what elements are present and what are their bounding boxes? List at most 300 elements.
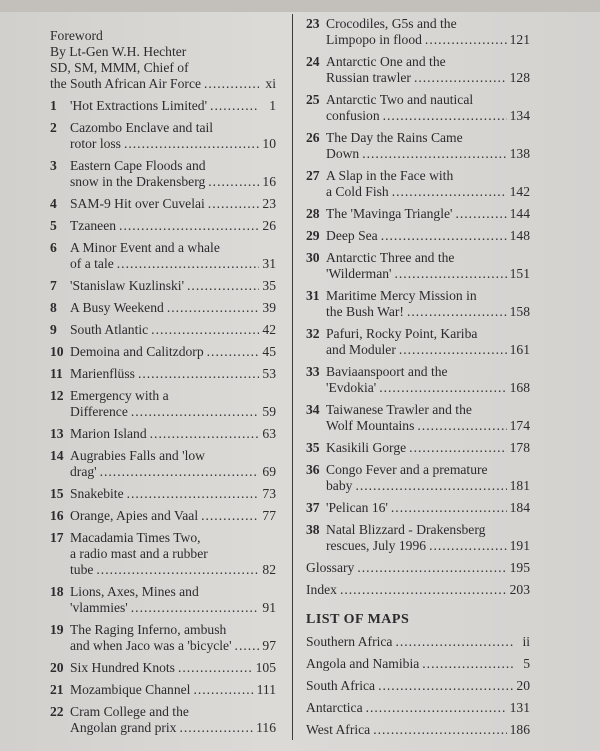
chapter-number: 13	[50, 426, 64, 441]
chapter-title-line: The Raging Inferno, ambush	[70, 622, 227, 637]
chapter-title	[326, 326, 530, 358]
chapter-title	[326, 228, 530, 244]
dot-leader	[124, 136, 259, 152]
chapter-title-last-line	[326, 538, 530, 554]
toc-entry	[50, 622, 276, 654]
foreword-page-number: xi	[265, 76, 276, 91]
chapter-title-line: A Minor Event and a whale	[70, 240, 220, 255]
chapter-title-end: Difference	[70, 404, 128, 419]
chapter-title-end: Wolf Mountains	[326, 418, 415, 433]
chapter-number: 35	[306, 440, 320, 455]
chapter-page-number: 142	[509, 184, 530, 199]
back-matter-entry-title: Index	[306, 582, 337, 597]
map-entry-page-number: 5	[523, 656, 530, 671]
left-chapter-list	[50, 98, 276, 736]
chapter-page-number: 39	[262, 300, 276, 315]
chapter-title	[70, 530, 276, 578]
dot-leader	[391, 500, 507, 516]
chapter-page-number: 23	[262, 196, 276, 211]
toc-entry	[50, 366, 276, 382]
chapter-title-line: Eastern Cape Floods and	[70, 158, 206, 173]
chapter-title-last-line	[326, 440, 530, 456]
chapter-title-last-line	[326, 418, 530, 434]
chapter-title-line: Congo Fever and a premature	[326, 462, 488, 477]
dot-leader	[407, 304, 507, 320]
chapter-page-number: 45	[262, 344, 276, 359]
chapter-title-last-line	[70, 464, 276, 480]
chapter-page-number: 1	[269, 98, 276, 113]
chapter-title-last-line	[70, 600, 276, 616]
toc-entry	[50, 508, 276, 524]
dot-leader	[409, 440, 506, 456]
chapter-number: 3	[50, 158, 57, 173]
dot-leader	[381, 228, 507, 244]
chapter-page-number: 97	[262, 638, 276, 653]
chapter-title-last-line	[70, 174, 276, 190]
chapter-title	[70, 704, 276, 736]
chapter-title	[70, 682, 276, 698]
chapter-title-line: Cazombo Enclave and tail	[70, 120, 214, 135]
chapter-title	[326, 364, 530, 396]
toc-entry	[50, 158, 276, 190]
chapter-title-end: 'Evdokia'	[326, 380, 377, 395]
toc-entry	[306, 440, 530, 456]
chapter-number: 28	[306, 206, 320, 221]
chapter-title-last-line	[326, 184, 530, 200]
chapter-title-last-line	[70, 256, 276, 272]
chapter-page-number: 191	[509, 538, 530, 553]
chapter-title-last-line	[70, 486, 276, 502]
dot-leader	[414, 70, 507, 86]
chapter-page-number: 77	[262, 508, 276, 523]
dot-leader	[138, 366, 259, 382]
chapter-title-end: Marion Island	[70, 426, 147, 441]
chapter-number: 11	[50, 366, 63, 381]
chapter-title-last-line	[326, 206, 530, 222]
chapter-page-number: 174	[509, 418, 530, 433]
map-entry	[306, 722, 530, 738]
chapter-number: 7	[50, 278, 57, 293]
chapter-title	[326, 500, 530, 516]
chapter-title-end: The 'Mavinga Triangle'	[326, 206, 453, 221]
chapter-page-number: 148	[509, 228, 530, 243]
chapter-number: 18	[50, 584, 64, 599]
chapter-title	[70, 660, 276, 676]
chapter-title-last-line	[326, 500, 530, 516]
dot-leader	[178, 660, 253, 676]
chapter-title-line: Antarctic One and the	[326, 54, 446, 69]
chapter-page-number: 128	[509, 70, 530, 85]
toc-entry	[306, 130, 530, 162]
chapter-page-number: 121	[509, 32, 530, 47]
chapter-title-line: Augrabies Falls and 'low	[70, 448, 205, 463]
chapter-title-line: Crocodiles, G5s and the	[326, 16, 457, 31]
toc-entry	[306, 288, 530, 320]
dot-leader	[127, 486, 259, 502]
chapter-page-number: 59	[262, 404, 276, 419]
toc-entry	[50, 196, 276, 212]
chapter-title-last-line	[70, 660, 276, 676]
chapter-title	[70, 158, 276, 190]
foreword-entry	[50, 28, 276, 92]
chapter-title	[70, 196, 276, 212]
right-chapter-list	[306, 16, 530, 554]
chapter-title-end: Six Hundred Knots	[70, 660, 175, 675]
chapter-title-last-line	[326, 228, 530, 244]
chapter-number: 1	[50, 98, 57, 113]
toc-entry	[306, 402, 530, 434]
chapter-title-end: and Moduler	[326, 342, 396, 357]
dot-leader	[150, 426, 259, 442]
chapter-page-number: 42	[262, 322, 276, 337]
chapter-title	[326, 250, 530, 282]
toc-entry	[50, 300, 276, 316]
dot-leader	[119, 218, 259, 234]
chapter-title-last-line	[70, 278, 276, 294]
chapter-title-line: a radio mast and a rubber	[70, 546, 208, 561]
chapter-title-last-line	[326, 266, 530, 282]
map-entry-title: Antarctica	[306, 700, 363, 715]
dot-leader	[131, 404, 259, 420]
toc-entry	[306, 522, 530, 554]
chapter-title-last-line	[70, 508, 276, 524]
toc-entry	[50, 344, 276, 360]
toc-entry	[306, 228, 530, 244]
toc-entry	[306, 500, 530, 516]
dot-leader	[395, 266, 507, 282]
dot-leader	[151, 322, 259, 338]
maps-heading: LIST OF MAPS	[306, 612, 410, 627]
dot-leader	[117, 256, 259, 272]
map-entry-page-number: 186	[509, 722, 530, 737]
chapter-page-number: 35	[262, 278, 276, 293]
chapter-title-end: Kasikili Gorge	[326, 440, 407, 455]
dot-leader	[455, 206, 506, 222]
chapter-page-number: 63	[262, 426, 276, 441]
toc-entry	[50, 278, 276, 294]
dot-leader	[395, 634, 513, 650]
chapter-title-last-line	[70, 322, 276, 338]
chapter-title	[326, 168, 530, 200]
chapter-title-line: Maritime Mercy Mission in	[326, 288, 477, 303]
chapter-title-end: Marienflüss	[70, 366, 135, 381]
chapter-title-last-line	[326, 380, 530, 396]
chapter-title-last-line	[70, 344, 276, 360]
map-entry	[306, 634, 530, 650]
chapter-title-line: Antarctic Two and nautical	[326, 92, 474, 107]
chapter-number: 37	[306, 500, 320, 515]
chapter-number: 26	[306, 130, 320, 145]
chapter-page-number: 69	[262, 464, 276, 479]
dot-leader	[187, 278, 259, 294]
chapter-title-end: Orange, Apies and Vaal	[70, 508, 199, 523]
chapter-title	[70, 322, 276, 338]
chapter-page-number: 10	[262, 136, 276, 151]
chapter-page-number: 111	[256, 682, 276, 697]
chapter-page-number: 168	[509, 380, 530, 395]
toc-entry	[306, 168, 530, 200]
contents-right-column	[306, 16, 530, 744]
chapter-page-number: 178	[509, 440, 530, 455]
chapter-number: 38	[306, 522, 320, 537]
chapter-title-end: of a tale	[70, 256, 114, 271]
back-matter-entry	[306, 560, 530, 576]
chapter-title-end: Mozambique Channel	[70, 682, 191, 697]
chapter-page-number: 105	[255, 660, 276, 675]
chapter-title	[326, 288, 530, 320]
dot-leader	[100, 464, 259, 480]
chapter-title-end: Angolan grand prix	[70, 720, 177, 735]
chapter-number: 19	[50, 622, 64, 637]
chapter-title-line: Pafuri, Rocky Point, Kariba	[326, 326, 478, 341]
chapter-page-number: 134	[509, 108, 530, 123]
map-entry-title: Angola and Namibia	[306, 656, 420, 671]
chapter-number: 27	[306, 168, 320, 183]
toc-entry	[50, 120, 276, 152]
chapter-title-end: 'Hot Extractions Limited'	[70, 98, 208, 113]
chapter-title	[70, 508, 276, 524]
chapter-number: 32	[306, 326, 320, 341]
chapter-title-end: baby	[326, 478, 353, 493]
toc-entry	[306, 462, 530, 494]
chapter-number: 10	[50, 344, 64, 359]
foreword-line: By Lt-Gen W.H. Hechter	[50, 44, 187, 59]
chapter-title	[70, 344, 276, 360]
dot-leader	[208, 174, 259, 190]
dot-leader	[210, 98, 259, 114]
dot-leader	[417, 418, 506, 434]
dot-leader	[235, 638, 259, 654]
dot-leader	[383, 108, 507, 124]
map-entry	[306, 656, 530, 672]
chapter-title-line: Taiwanese Trawler and the	[326, 402, 472, 417]
chapter-title-end: 'vlammies'	[70, 600, 128, 615]
toc-entry	[50, 426, 276, 442]
chapter-number: 30	[306, 250, 320, 265]
chapter-title-last-line	[70, 196, 276, 212]
toc-entry	[50, 486, 276, 502]
toc-entry	[50, 240, 276, 272]
chapter-number: 14	[50, 448, 64, 463]
chapter-title	[70, 426, 276, 442]
chapter-title-end: Deep Sea	[326, 228, 378, 243]
chapter-title-last-line	[70, 366, 276, 382]
chapter-title-last-line	[326, 304, 530, 320]
chapter-title-last-line	[70, 300, 276, 316]
chapter-title-end: confusion	[326, 108, 380, 123]
chapter-number: 6	[50, 240, 57, 255]
chapter-number: 36	[306, 462, 320, 477]
dot-leader	[399, 342, 507, 358]
chapter-title-last-line	[70, 562, 276, 578]
chapter-title-end: rotor loss	[70, 136, 121, 151]
toc-entry	[50, 682, 276, 698]
chapter-page-number: 53	[262, 366, 276, 381]
maps-list	[306, 634, 530, 738]
toc-entry	[50, 584, 276, 616]
toc-entry	[306, 54, 530, 86]
column-divider	[292, 14, 293, 740]
dot-leader	[167, 300, 259, 316]
dot-leader	[422, 656, 513, 672]
chapter-number: 4	[50, 196, 57, 211]
chapter-page-number: 158	[509, 304, 530, 319]
chapter-number: 12	[50, 388, 64, 403]
chapter-number: 8	[50, 300, 57, 315]
toc-entry	[50, 218, 276, 234]
chapter-title	[326, 462, 530, 494]
chapter-title-last-line	[326, 146, 530, 162]
dot-leader	[362, 146, 506, 162]
chapter-title-end: Snakebite	[70, 486, 124, 501]
chapter-title-line: Cram College and the	[70, 704, 189, 719]
chapter-page-number: 161	[509, 342, 530, 357]
dot-leader	[379, 380, 506, 396]
map-entry-title: South Africa	[306, 678, 376, 693]
chapter-title	[70, 120, 276, 152]
chapter-title-end: SAM-9 Hit over Cuvelai	[70, 196, 205, 211]
chapter-title-end: Demoina and Calitzdorp	[70, 344, 204, 359]
dot-leader	[429, 538, 507, 554]
toc-entry	[50, 448, 276, 480]
chapter-title-end: snow in the Drakensberg	[70, 174, 206, 189]
chapter-number: 5	[50, 218, 57, 233]
dot-leader	[201, 508, 259, 524]
chapter-title-last-line	[70, 426, 276, 442]
chapter-title-last-line	[70, 720, 276, 736]
chapter-title	[326, 54, 530, 86]
chapter-page-number: 144	[509, 206, 530, 221]
chapter-number: 23	[306, 16, 320, 31]
toc-entry	[50, 530, 276, 578]
back-matter-entry-page-number: 203	[509, 582, 530, 597]
chapter-title	[70, 240, 276, 272]
toc-entry	[306, 364, 530, 396]
chapter-page-number: 73	[262, 486, 276, 501]
chapter-title-line: A Slap in the Face with	[326, 168, 454, 183]
chapter-title-line: Baviaanspoort and the	[326, 364, 448, 379]
chapter-number: 9	[50, 322, 57, 337]
chapter-number: 31	[306, 288, 320, 303]
chapter-title-end: rescues, July 1996	[326, 538, 427, 553]
foreword-title-end: the South African Air Force	[50, 76, 202, 91]
dot-leader	[96, 562, 259, 578]
dot-leader	[204, 76, 259, 92]
chapter-title	[326, 130, 530, 162]
chapter-number: 15	[50, 486, 64, 501]
toc-entry	[50, 660, 276, 676]
chapter-title-last-line	[326, 478, 530, 494]
chapter-title	[70, 584, 276, 616]
dot-leader	[425, 32, 507, 48]
map-entry-title: West Africa	[306, 722, 371, 737]
chapter-title-end: A Busy Weekend	[70, 300, 164, 315]
chapter-title	[70, 486, 276, 502]
chapter-title	[70, 366, 276, 382]
chapter-number: 34	[306, 402, 320, 417]
chapter-title-end: Tzaneen	[70, 218, 117, 233]
chapter-title-line: Natal Blizzard - Drakensberg	[326, 522, 486, 537]
chapter-title	[70, 622, 276, 654]
dot-leader	[131, 600, 259, 616]
dot-leader	[340, 582, 507, 598]
chapter-title-line: Emergency with a	[70, 388, 169, 403]
map-entry	[306, 678, 530, 694]
chapter-number: 20	[50, 660, 64, 675]
chapter-page-number: 116	[256, 720, 276, 735]
dot-leader	[392, 184, 507, 200]
chapter-title-end: 'Stanislaw Kuzlinski'	[70, 278, 185, 293]
toc-entry	[50, 704, 276, 736]
chapter-page-number: 26	[262, 218, 276, 233]
chapter-number: 24	[306, 54, 320, 69]
chapter-page-number: 181	[509, 478, 530, 493]
back-matter-entry-page-number: 195	[509, 560, 530, 575]
map-entry-page-number: 20	[516, 678, 530, 693]
chapter-title-end: 'Pelican 16'	[326, 500, 388, 515]
chapter-title	[70, 218, 276, 234]
map-entry	[306, 700, 530, 716]
chapter-title-end: Down	[326, 146, 360, 161]
toc-entry	[306, 206, 530, 222]
foreword-line: SD, SM, MMM, Chief of	[50, 60, 189, 75]
map-entry-title: Southern Africa	[306, 634, 393, 649]
chapter-title-end: drag'	[70, 464, 97, 479]
chapter-page-number: 31	[262, 256, 276, 271]
chapter-title-line: Antarctic Three and the	[326, 250, 455, 265]
chapter-title	[326, 16, 530, 48]
chapter-number: 33	[306, 364, 320, 379]
dot-leader	[207, 344, 259, 360]
chapter-title	[70, 388, 276, 420]
chapter-title	[326, 92, 530, 124]
map-entry-page-number: 131	[509, 700, 530, 715]
dot-leader	[373, 722, 506, 738]
chapter-title-line: The Day the Rains Came	[326, 130, 463, 145]
toc-entry	[50, 98, 276, 114]
chapter-number: 21	[50, 682, 64, 697]
chapter-title-last-line	[326, 70, 530, 86]
foreword-line: Foreword	[50, 28, 103, 43]
chapter-title	[70, 98, 276, 114]
back-matter-list	[306, 560, 530, 598]
chapter-title-last-line	[70, 682, 276, 698]
page-top-edge	[0, 0, 600, 12]
chapter-title	[70, 300, 276, 316]
chapter-title	[326, 206, 530, 222]
chapter-page-number: 16	[262, 174, 276, 189]
foreword-last-line	[50, 76, 276, 92]
back-matter-entry-title: Glossary	[306, 560, 355, 575]
chapter-number: 16	[50, 508, 64, 523]
chapter-title-last-line	[70, 404, 276, 420]
chapter-number: 2	[50, 120, 57, 135]
chapter-title	[326, 522, 530, 554]
chapter-title-end: a Cold Fish	[326, 184, 389, 199]
dot-leader	[366, 700, 507, 716]
back-matter-entry	[306, 582, 530, 598]
toc-entry	[306, 92, 530, 124]
chapter-title	[70, 448, 276, 480]
dot-leader	[193, 682, 253, 698]
chapter-page-number: 184	[509, 500, 530, 515]
chapter-title	[70, 278, 276, 294]
chapter-page-number: 91	[262, 600, 276, 615]
chapter-page-number: 82	[262, 562, 276, 577]
chapter-number: 22	[50, 704, 64, 719]
chapter-title-last-line	[70, 638, 276, 654]
toc-entry	[306, 250, 530, 282]
